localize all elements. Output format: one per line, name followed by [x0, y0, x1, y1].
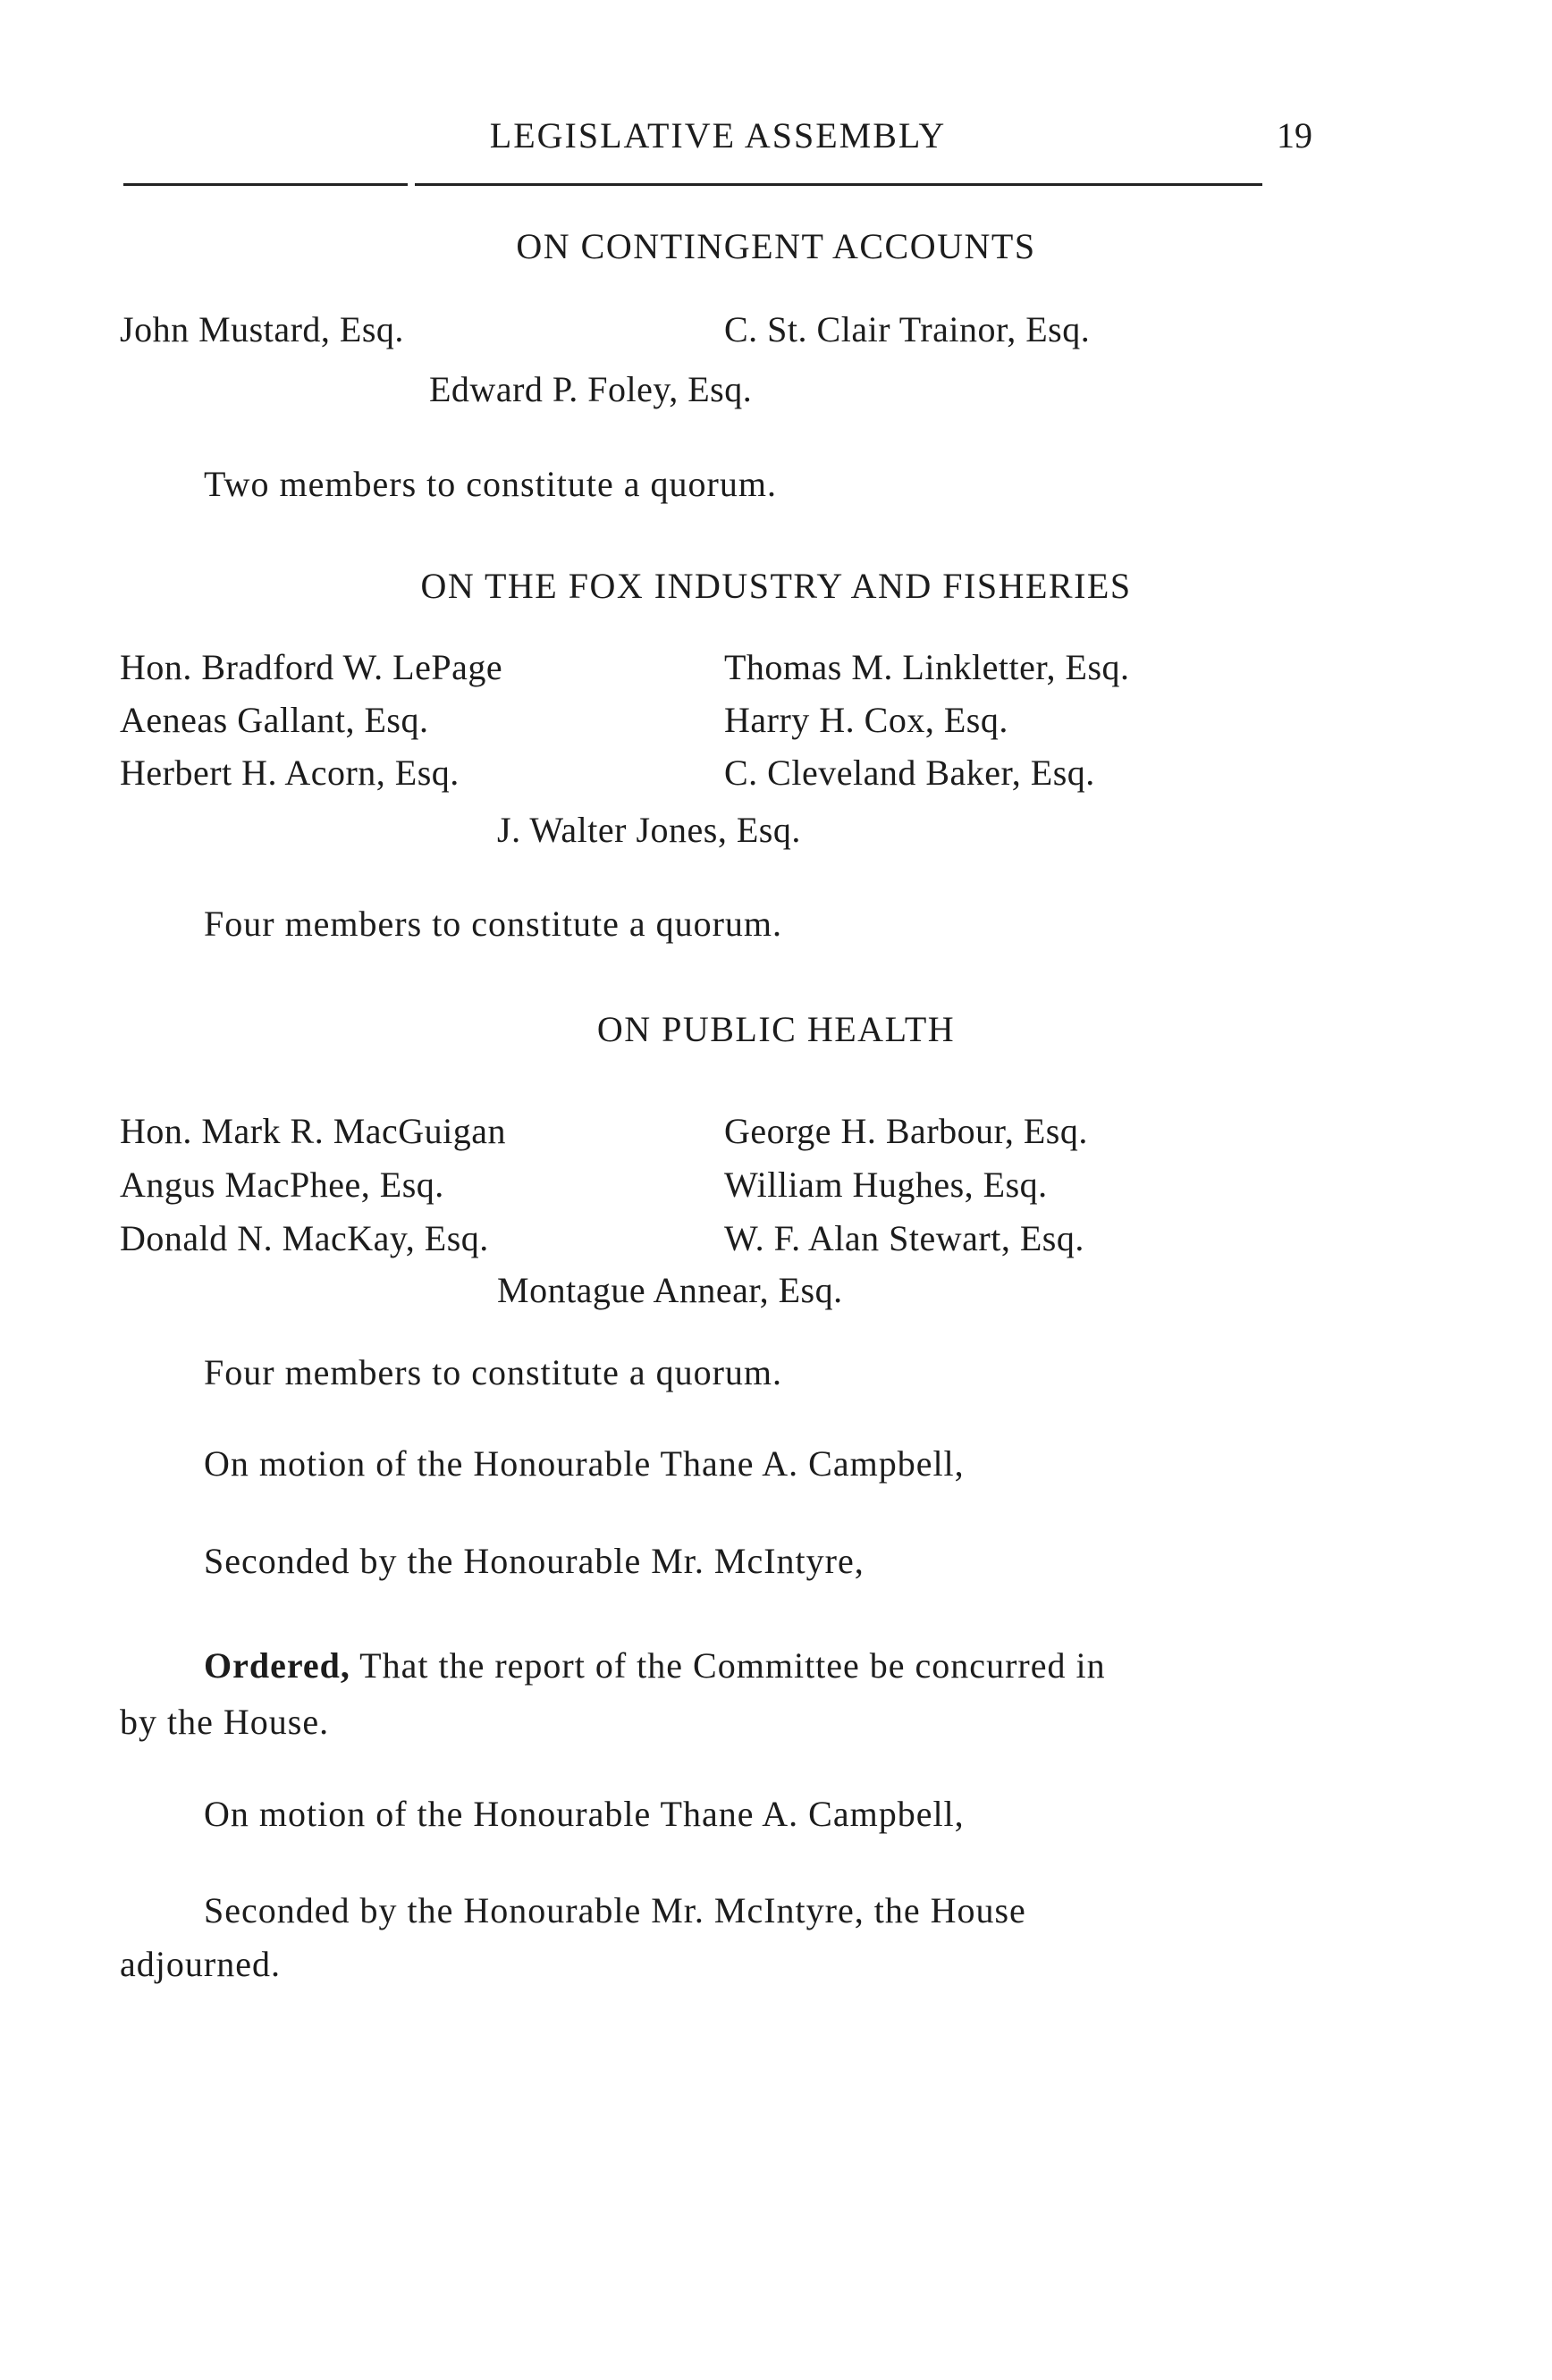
- page-number: 19: [1277, 115, 1312, 156]
- member-right: C. St. Clair Trainor, Esq.: [724, 309, 1091, 349]
- ordered-continuation: by the House.: [120, 1702, 330, 1742]
- member-left: Hon. Mark R. MacGuigan: [120, 1111, 507, 1151]
- section-heading-fox-industry: ON THE FOX INDUSTRY AND FISHERIES: [420, 566, 1132, 606]
- member-center: J. Walter Jones, Esq.: [497, 810, 801, 850]
- member-left: John Mustard, Esq.: [120, 309, 404, 349]
- member-right: William Hughes, Esq.: [724, 1165, 1048, 1205]
- quorum-note: Two members to constitute a quorum.: [204, 464, 777, 504]
- quorum-note: Four members to constitute a quorum.: [204, 1352, 783, 1392]
- section-heading-public-health: ON PUBLIC HEALTH: [596, 1009, 956, 1049]
- motion-text: On motion of the Honourable Thane A. Campbell,: [204, 1443, 965, 1484]
- running-header: [123, 114, 1312, 168]
- header-rule-right: [415, 183, 1262, 186]
- member-left: Herbert H. Acorn, Esq.: [120, 753, 460, 793]
- member-right: C. Cleveland Baker, Esq.: [724, 753, 1095, 793]
- ordered-paragraph: [204, 1644, 1106, 1686]
- motion-text: On motion of the Honourable Thane A. Campbell,: [204, 1794, 965, 1834]
- member-right: Harry H. Cox, Esq.: [724, 700, 1008, 740]
- ordered-label: Ordered,: [204, 1645, 350, 1686]
- member-right: George H. Barbour, Esq.: [724, 1111, 1088, 1151]
- member-right: Thomas M. Linkletter, Esq.: [724, 647, 1130, 687]
- ordered-text: That the report of the Committee be concurred in: [350, 1645, 1106, 1686]
- seconded-text: Seconded by the Honourable Mr. McIntyre,: [204, 1541, 865, 1581]
- section-heading-contingent-accounts: ON CONTINGENT ACCOUNTS: [516, 226, 1036, 266]
- member-center: Edward P. Foley, Esq.: [429, 369, 753, 409]
- quorum-note: Four members to constitute a quorum.: [204, 904, 783, 944]
- member-right: W. F. Alan Stewart, Esq.: [724, 1218, 1084, 1258]
- header-rule-left: [123, 183, 408, 186]
- member-center: Montague Annear, Esq.: [497, 1270, 843, 1310]
- seconded-text: Seconded by the Honourable Mr. McIntyre, the House: [204, 1890, 1026, 1930]
- member-left: Angus MacPhee, Esq.: [120, 1165, 444, 1205]
- member-left: Aeneas Gallant, Esq.: [120, 700, 429, 740]
- member-left: Hon. Bradford W. LePage: [120, 647, 503, 687]
- member-left: Donald N. MacKay, Esq.: [120, 1218, 489, 1258]
- running-title: LEGISLATIVE ASSEMBLY: [489, 115, 947, 156]
- adjourned-text: adjourned.: [120, 1944, 281, 1984]
